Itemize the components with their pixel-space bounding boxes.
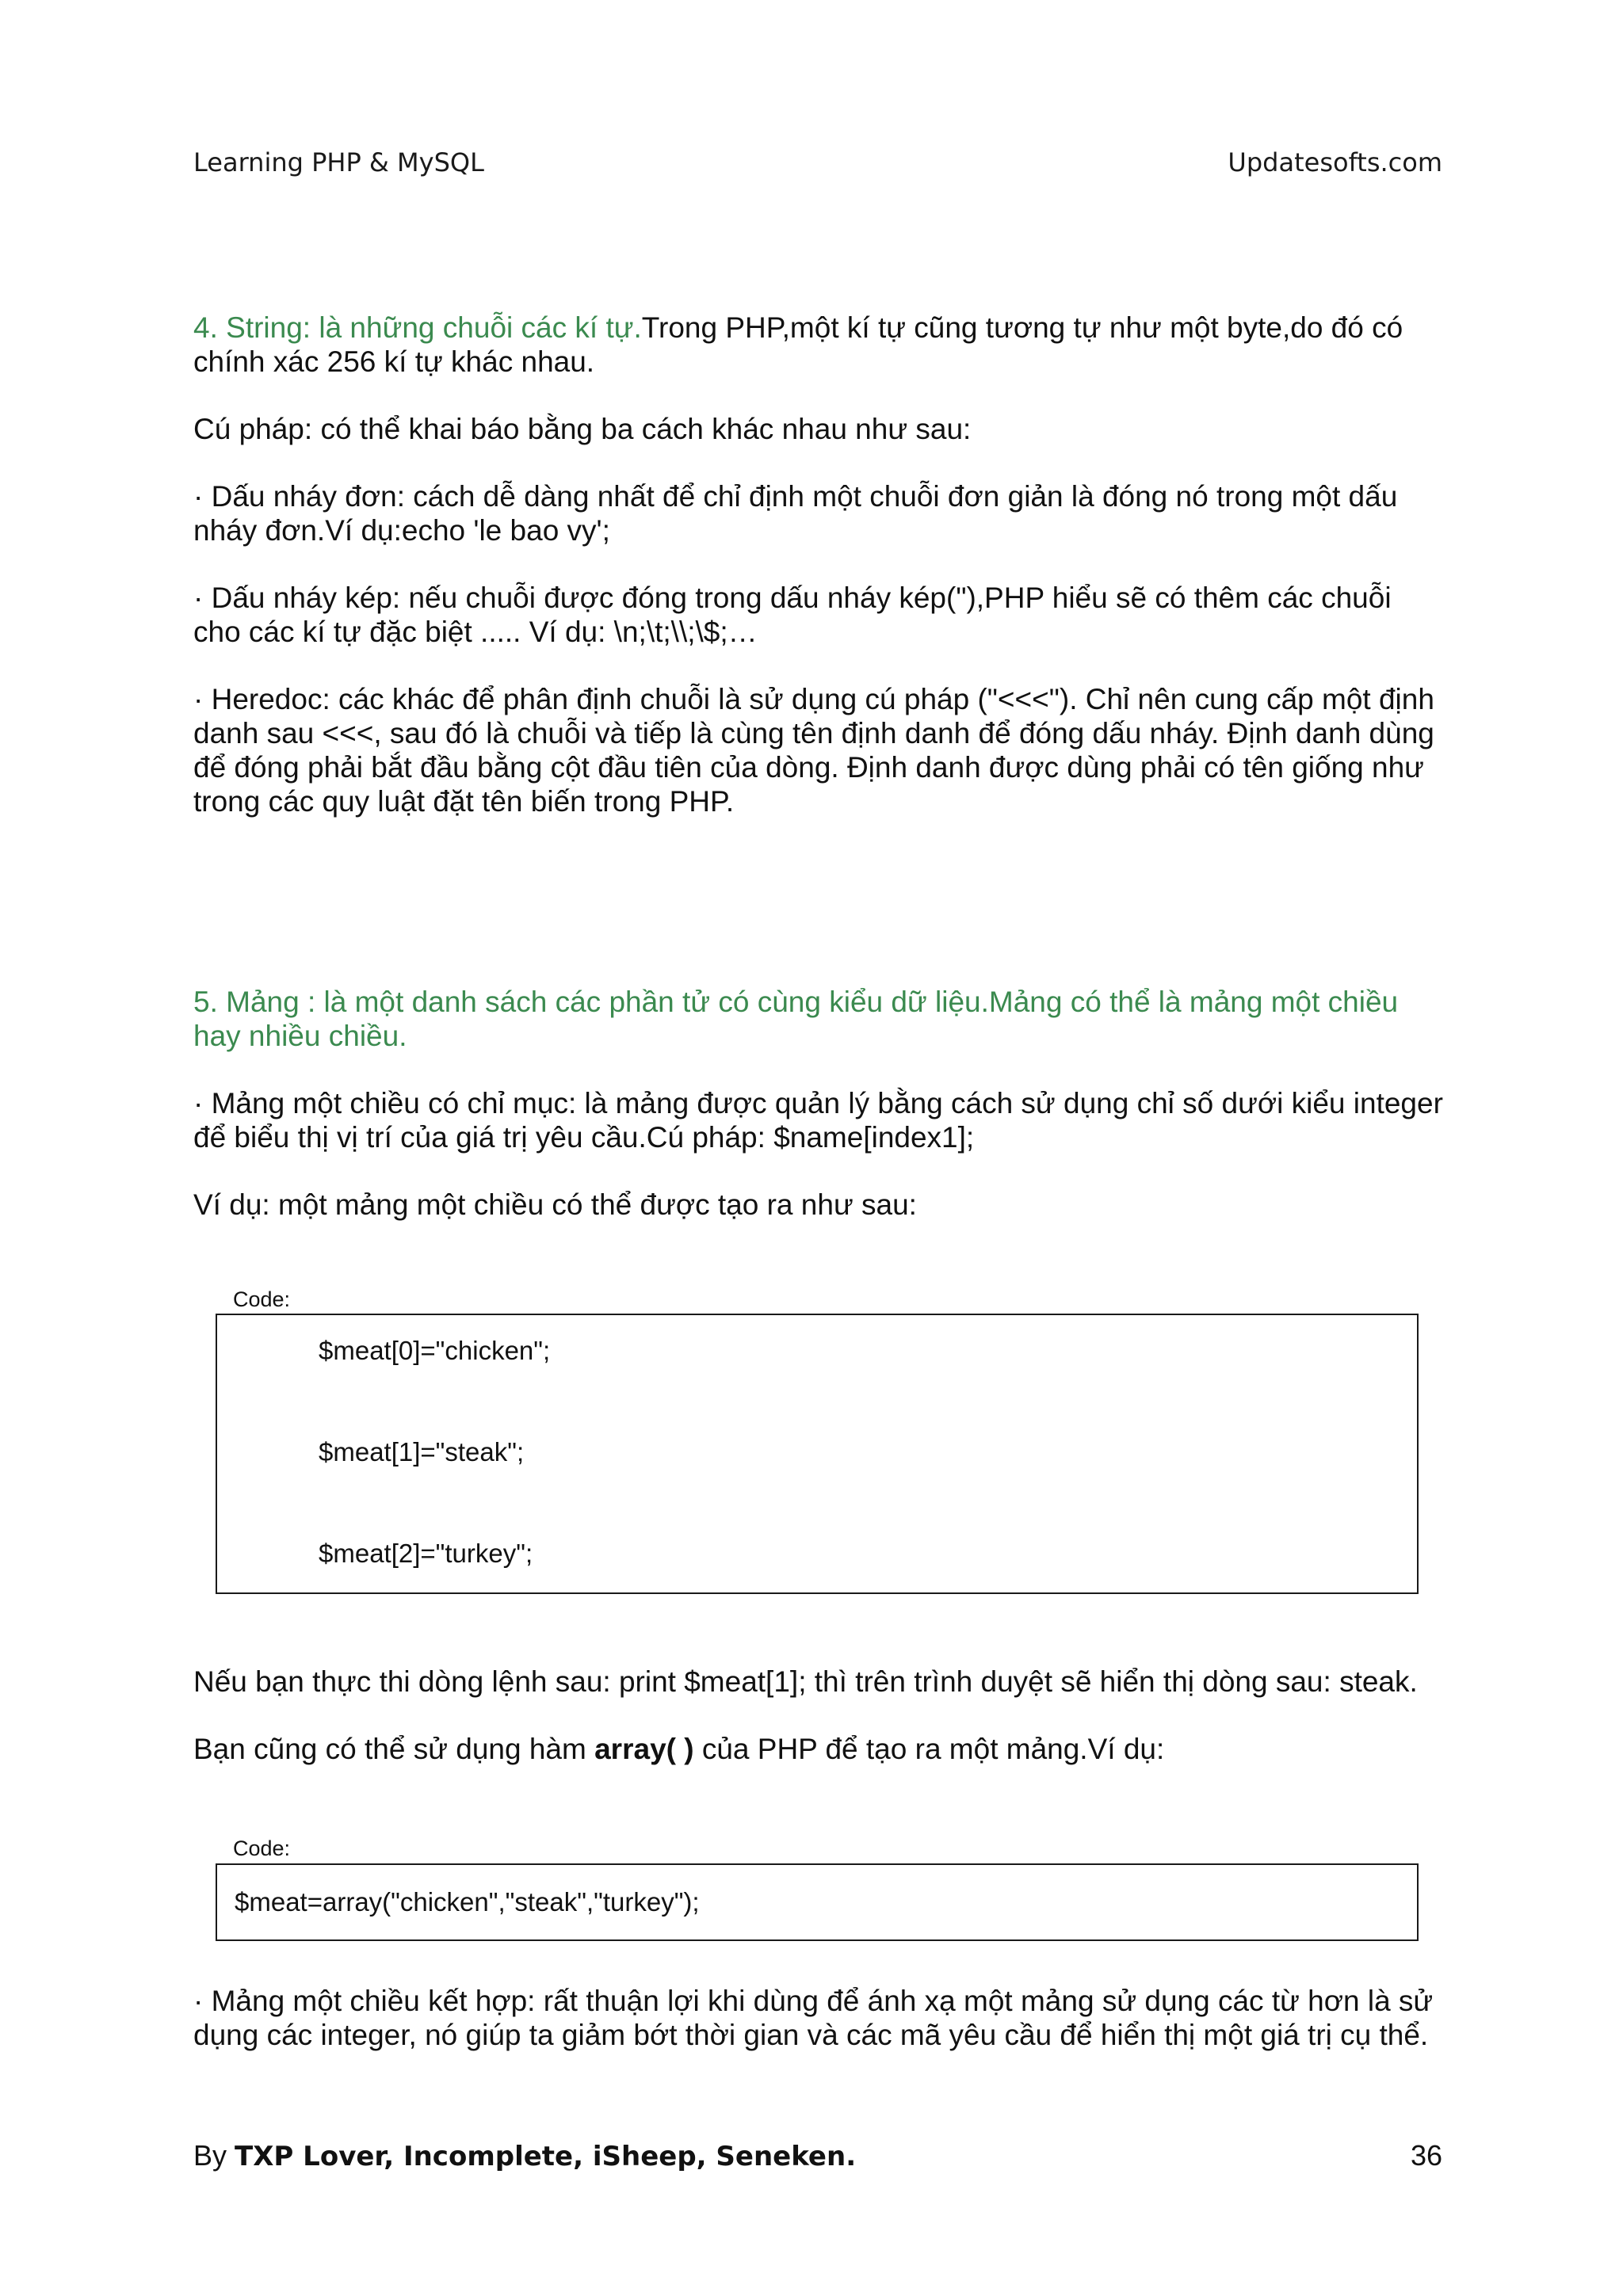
single-quote-paragraph bbox=[193, 479, 1444, 547]
print-note-text: Nếu bạn thực thi dòng lệnh sau: print $meat[1]; thì trên trình duyệt sẽ hiển thị dòng sau: steak. bbox=[193, 1665, 1418, 1698]
section-4-heading: 4. String: là những chuỗi các kí tự. bbox=[193, 311, 642, 344]
indexed-array-text: · Mảng một chiều có chỉ mục: là mảng được quản lý bằng cách sử dụng chỉ số dưới kiểu integer để biểu thị vị trí của giá trị yêu cầu.Cú pháp: $name[index1]; bbox=[193, 1087, 1443, 1154]
heredoc-paragraph bbox=[193, 682, 1444, 818]
code-line-array: $meat=array("chicken","steak","turkey"); bbox=[235, 1887, 700, 1917]
section-5-heading: 5. Mảng : là một danh sách các phần tử có cùng kiểu dữ liệu.Mảng có thể là mảng một chiều hay nhiều chiều. bbox=[193, 986, 1399, 1052]
footer-by: By bbox=[193, 2139, 235, 2172]
section-4-syntax bbox=[193, 412, 1444, 446]
code-line-3: $meat[2]="turkey"; bbox=[319, 1539, 533, 1568]
heredoc-text: · Heredoc: các khác để phân định chuỗi là sử dụng cú pháp ("<<<"). Chỉ nên cung cấp một định danh sau <<<, sau đó là chuỗi và tiếp là cùng tên định danh để đóng dấu nháy. Định danh dùng để đóng phải bắt đầu bằng cột đầu tiên của dòng. Định danh được dùng phải có tên giống như trong các quy luật đặt tên biến trong PHP. bbox=[193, 683, 1434, 818]
code-line-1: $meat[0]="chicken"; bbox=[319, 1336, 551, 1365]
example-intro-text: Ví dụ: một mảng một chiều có thể được tạo ra như sau: bbox=[193, 1188, 917, 1221]
syntax-paragraph: Cú pháp: có thể khai báo bằng ba cách khác nhau như sau: bbox=[193, 413, 972, 445]
code-block-2 bbox=[216, 1863, 1419, 1941]
section-4-intro-text: Trong PHP,một kí tự cũng tương tự như một byte,do đó có chính xác 256 kí tự khác nhau. bbox=[193, 311, 1403, 378]
array-function-text-before: Bạn cũng có thể sử dụng hàm bbox=[193, 1733, 595, 1765]
array-function-text-after: của PHP để tạo ra một mảng.Ví dụ: bbox=[693, 1733, 1165, 1765]
double-quote-paragraph bbox=[193, 581, 1444, 649]
page-footer bbox=[193, 2139, 1442, 2172]
footer-authors: TXP Lover, Incomplete, iSheep, Seneken. bbox=[235, 2141, 857, 2172]
double-quote-text: · Dấu nháy kép: nếu chuỗi được đóng trong dấu nháy kép("),PHP hiểu sẽ có thêm các chuỗi cho các kí tự đặc biệt ..... Ví dụ: \n;\t;\\;\$;… bbox=[193, 582, 1392, 648]
code-line-2: $meat[1]="steak"; bbox=[319, 1437, 525, 1466]
indexed-array-paragraph bbox=[193, 1086, 1444, 1154]
single-quote-text: · Dấu nháy đơn: cách dễ dàng nhất để chỉ định một chuỗi đơn giản là đóng nó trong một dấu nháy đơn.Ví dụ:echo 'le bao vy'; bbox=[193, 480, 1398, 547]
code-label-1: Code: bbox=[233, 1287, 291, 1311]
page-number: 36 bbox=[1410, 2139, 1442, 2172]
code-block-1 bbox=[216, 1314, 1419, 1594]
footer-credits bbox=[193, 2139, 856, 2172]
array-function-name: array( ) bbox=[594, 1733, 694, 1765]
section-4-intro bbox=[193, 311, 1444, 379]
associative-array-text: · Mảng một chiều kết hợp: rất thuận lợi khi dùng để ánh xạ một mảng sử dụng các từ hơn là sử dụng các integer, nó giúp ta giảm bớt thời gian và các mã yêu cầu để hiển thị một giá trị cụ thể. bbox=[193, 1985, 1434, 2051]
page-header bbox=[193, 147, 1442, 177]
associative-array-paragraph bbox=[193, 1984, 1444, 2052]
code-label-2: Code: bbox=[233, 1836, 291, 1860]
example-intro-paragraph bbox=[193, 1188, 1444, 1222]
header-site-name: Updatesofts.com bbox=[1228, 147, 1442, 177]
header-book-title: Learning PHP & MySQL bbox=[193, 147, 484, 177]
section-5-heading-block bbox=[193, 985, 1444, 1053]
array-function-paragraph bbox=[193, 1732, 1444, 1766]
print-note-paragraph bbox=[193, 1665, 1444, 1699]
